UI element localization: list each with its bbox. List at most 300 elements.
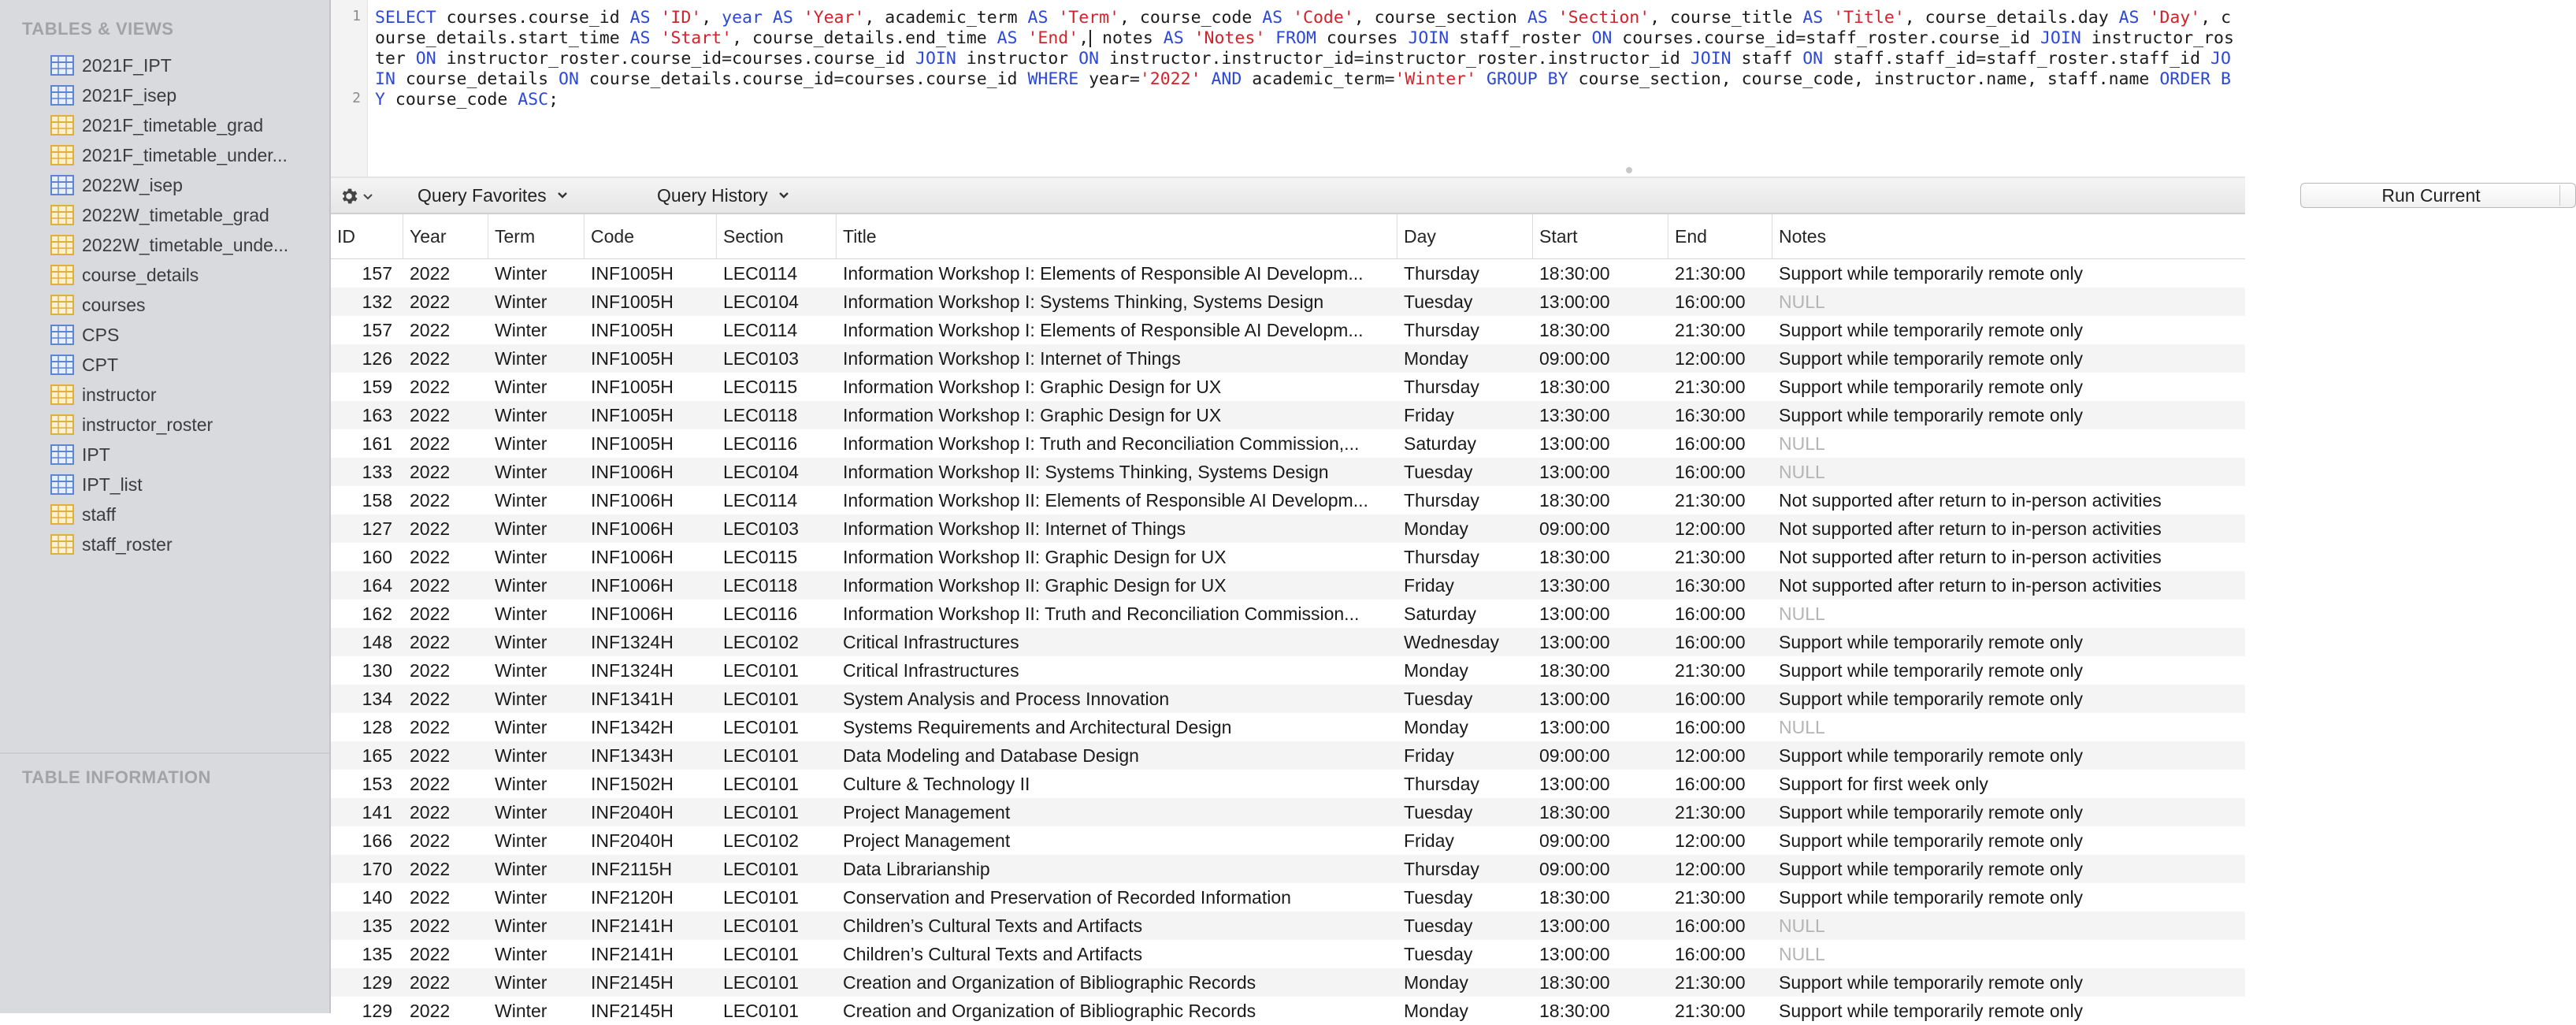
cell-start[interactable]: 13:00:00 bbox=[1539, 631, 1610, 652]
cell-title[interactable]: Information Workshop II: Graphic Design for UX bbox=[843, 547, 1227, 567]
cell-id[interactable]: 157 bbox=[362, 262, 392, 284]
cell-day[interactable]: Friday bbox=[1404, 830, 1454, 851]
table-row[interactable] bbox=[331, 968, 2245, 997]
cell-id[interactable]: 162 bbox=[362, 603, 392, 624]
table-row[interactable] bbox=[331, 997, 2245, 1025]
sidebar-item[interactable] bbox=[0, 260, 329, 290]
cell-section[interactable]: LEC0101 bbox=[723, 858, 799, 879]
cell-id[interactable]: 153 bbox=[362, 773, 392, 794]
sql-text[interactable] bbox=[375, 8, 2234, 110]
cell-title[interactable]: Children’s Cultural Texts and Artifacts bbox=[843, 915, 1143, 936]
cell-notes[interactable]: Support while temporarily remote only bbox=[1779, 320, 2084, 340]
cell-section[interactable]: LEC0114 bbox=[723, 489, 798, 511]
cell-id[interactable]: 160 bbox=[362, 546, 392, 567]
cell-start[interactable]: 09:00:00 bbox=[1539, 347, 1610, 369]
cell-start[interactable]: 13:00:00 bbox=[1539, 461, 1610, 482]
cell-year[interactable]: 2022 bbox=[410, 376, 451, 397]
column-header-term[interactable]: Term bbox=[488, 214, 585, 258]
cell-section[interactable]: LEC0101 bbox=[723, 659, 799, 681]
cell-day[interactable]: Monday bbox=[1404, 1000, 1468, 1021]
cell-code[interactable]: INF2145H bbox=[591, 1000, 674, 1021]
cell-notes[interactable]: Support while temporarily remote only bbox=[1779, 405, 2084, 425]
cell-section[interactable]: LEC0115 bbox=[723, 376, 798, 397]
table-row[interactable] bbox=[331, 344, 2245, 373]
cell-end[interactable]: 21:30:00 bbox=[1675, 1000, 1746, 1021]
cell-id[interactable]: 148 bbox=[362, 631, 392, 652]
sidebar-item[interactable] bbox=[0, 529, 329, 559]
sidebar-item[interactable] bbox=[0, 110, 329, 140]
cell-term[interactable]: Winter bbox=[495, 291, 547, 312]
table-row[interactable] bbox=[331, 855, 2245, 883]
cell-day[interactable]: Tuesday bbox=[1404, 688, 1473, 709]
cell-start[interactable]: 13:30:00 bbox=[1539, 574, 1610, 596]
cell-notes[interactable]: Not supported after return to in-person activities bbox=[1779, 547, 2162, 567]
cell-code[interactable]: INF1006H bbox=[591, 546, 674, 567]
cell-code[interactable]: INF1005H bbox=[591, 347, 674, 369]
cell-start[interactable]: 13:00:00 bbox=[1539, 943, 1610, 964]
cell-notes[interactable]: Not supported after return to in-person activities bbox=[1779, 518, 2162, 539]
cell-day[interactable]: Friday bbox=[1404, 574, 1454, 596]
cell-notes[interactable]: Support while temporarily remote only bbox=[1779, 377, 2084, 397]
cell-end[interactable]: 21:30:00 bbox=[1675, 801, 1746, 823]
cell-start[interactable]: 13:00:00 bbox=[1539, 291, 1610, 312]
cell-year[interactable]: 2022 bbox=[410, 603, 451, 624]
cell-code[interactable]: INF2040H bbox=[591, 830, 674, 851]
cell-title[interactable]: Systems Requirements and Architectural Design bbox=[843, 717, 1232, 737]
cell-end[interactable]: 21:30:00 bbox=[1675, 376, 1746, 397]
cell-section[interactable]: LEC0102 bbox=[723, 830, 799, 851]
cell-term[interactable]: Winter bbox=[495, 404, 547, 425]
cell-title[interactable]: System Analysis and Process Innovation bbox=[843, 689, 1170, 709]
column-header-notes[interactable]: Notes bbox=[1779, 225, 1827, 247]
cell-term[interactable]: Winter bbox=[495, 461, 547, 482]
cell-start[interactable]: 09:00:00 bbox=[1539, 745, 1610, 766]
cell-end[interactable]: 21:30:00 bbox=[1675, 971, 1746, 993]
cell-id[interactable]: 132 bbox=[362, 291, 392, 312]
cell-title[interactable]: Information Workshop I: Truth and Reconciliation Commission,... bbox=[843, 433, 1360, 454]
cell-start[interactable]: 09:00:00 bbox=[1539, 858, 1610, 879]
cell-day[interactable]: Thursday bbox=[1404, 376, 1479, 397]
cell-code[interactable]: INF2145H bbox=[591, 971, 674, 993]
cell-end[interactable]: 16:00:00 bbox=[1675, 461, 1746, 482]
cell-code[interactable]: INF1341H bbox=[591, 688, 674, 709]
cell-year[interactable]: 2022 bbox=[410, 773, 451, 794]
table-row[interactable] bbox=[331, 656, 2245, 685]
column-header-end[interactable]: End bbox=[1668, 214, 1772, 258]
cell-notes[interactable]: Support while temporarily remote only bbox=[1779, 972, 2084, 993]
table-row[interactable] bbox=[331, 628, 2245, 656]
cell-notes[interactable] bbox=[1772, 600, 2245, 628]
cell-end[interactable]: 12:00:00 bbox=[1675, 745, 1746, 766]
cell-section[interactable]: LEC0101 bbox=[723, 1000, 799, 1021]
cell-title[interactable]: Critical Infrastructures bbox=[843, 660, 1019, 681]
table-row[interactable] bbox=[331, 401, 2245, 429]
cell-title[interactable]: Information Workshop II: Truth and Reconciliation Commission... bbox=[843, 603, 1360, 624]
cell-code[interactable]: INF1342H bbox=[591, 716, 674, 737]
cell-start[interactable]: 18:30:00 bbox=[1539, 489, 1610, 511]
cell-day[interactable]: Tuesday bbox=[1404, 801, 1473, 823]
column-header-start[interactable]: Start bbox=[1533, 214, 1668, 258]
table-row[interactable] bbox=[331, 600, 2245, 628]
cell-notes[interactable] bbox=[1772, 429, 2245, 458]
cell-code[interactable]: INF1006H bbox=[591, 603, 674, 624]
cell-notes[interactable] bbox=[1772, 940, 2245, 968]
cell-start[interactable]: 18:30:00 bbox=[1539, 376, 1610, 397]
cell-code[interactable]: INF1502H bbox=[591, 773, 674, 794]
cell-code[interactable]: INF2115H bbox=[591, 858, 673, 879]
cell-title[interactable]: Information Workshop II: Graphic Design for UX bbox=[843, 575, 1227, 596]
sidebar-item[interactable] bbox=[0, 290, 329, 320]
cell-section[interactable]: LEC0114 bbox=[723, 262, 798, 284]
cell-code[interactable]: INF1324H bbox=[591, 659, 674, 681]
cell-title[interactable]: Critical Infrastructures bbox=[843, 632, 1019, 652]
cell-term[interactable]: Winter bbox=[495, 603, 547, 624]
cell-end[interactable]: 16:00:00 bbox=[1675, 291, 1746, 312]
cell-year[interactable]: 2022 bbox=[410, 546, 451, 567]
cell-section[interactable]: LEC0101 bbox=[723, 943, 799, 964]
table-row[interactable] bbox=[331, 543, 2245, 571]
cell-year[interactable]: 2022 bbox=[410, 433, 451, 454]
cell-start[interactable]: 18:30:00 bbox=[1539, 659, 1610, 681]
cell-id[interactable]: 135 bbox=[362, 915, 392, 936]
cell-section[interactable]: LEC0102 bbox=[723, 631, 799, 652]
cell-id[interactable]: 128 bbox=[362, 716, 392, 737]
cell-code[interactable]: INF1005H bbox=[591, 291, 674, 312]
cell-section[interactable]: LEC0103 bbox=[723, 347, 799, 369]
cell-term[interactable]: Winter bbox=[495, 943, 547, 964]
cell-end[interactable]: 12:00:00 bbox=[1675, 858, 1746, 879]
sidebar-item[interactable] bbox=[0, 80, 329, 110]
cell-notes[interactable]: Not supported after return to in-person activities bbox=[1779, 575, 2162, 596]
cell-day[interactable]: Tuesday bbox=[1404, 943, 1473, 964]
cell-start[interactable]: 18:30:00 bbox=[1539, 886, 1610, 908]
cell-end[interactable]: 12:00:00 bbox=[1675, 518, 1746, 539]
cell-start[interactable]: 13:00:00 bbox=[1539, 433, 1610, 454]
cell-code[interactable]: INF1006H bbox=[591, 489, 674, 511]
cell-section[interactable]: LEC0101 bbox=[723, 915, 799, 936]
cell-title[interactable]: Creation and Organization of Bibliographic Records bbox=[843, 972, 1256, 993]
cell-term[interactable]: Winter bbox=[495, 915, 547, 936]
cell-term[interactable]: Winter bbox=[495, 1000, 547, 1021]
sidebar-item[interactable] bbox=[0, 380, 329, 410]
cell-end[interactable]: 12:00:00 bbox=[1675, 830, 1746, 851]
table-row[interactable] bbox=[331, 713, 2245, 741]
cell-notes[interactable]: Not supported after return to in-person activities bbox=[1779, 490, 2162, 511]
cell-end[interactable]: 21:30:00 bbox=[1675, 262, 1746, 284]
cell-notes[interactable] bbox=[1772, 458, 2245, 486]
cell-year[interactable]: 2022 bbox=[410, 716, 451, 737]
cell-day[interactable]: Thursday bbox=[1404, 773, 1479, 794]
cell-term[interactable]: Winter bbox=[495, 376, 547, 397]
cell-term[interactable]: Winter bbox=[495, 688, 547, 709]
cell-notes[interactable]: Support while temporarily remote only bbox=[1779, 348, 2084, 369]
cell-title[interactable]: Culture & Technology II bbox=[843, 774, 1030, 794]
cell-end[interactable]: 16:30:00 bbox=[1675, 404, 1746, 425]
cell-code[interactable]: INF2141H bbox=[591, 943, 674, 964]
cell-term[interactable]: Winter bbox=[495, 546, 547, 567]
cell-term[interactable]: Winter bbox=[495, 262, 547, 284]
table-row[interactable] bbox=[331, 685, 2245, 713]
cell-year[interactable]: 2022 bbox=[410, 631, 451, 652]
cell-term[interactable]: Winter bbox=[495, 858, 547, 879]
cell-start[interactable]: 13:00:00 bbox=[1539, 915, 1610, 936]
cell-term[interactable]: Winter bbox=[495, 319, 547, 340]
cell-end[interactable]: 21:30:00 bbox=[1675, 489, 1746, 511]
table-row[interactable] bbox=[331, 316, 2245, 344]
cell-notes[interactable] bbox=[1772, 288, 2245, 316]
cell-title[interactable]: Information Workshop II: Systems Thinking, Systems Design bbox=[843, 462, 1329, 482]
cell-section[interactable]: LEC0118 bbox=[723, 574, 798, 596]
cell-notes[interactable]: Support for first week only bbox=[1779, 774, 1988, 794]
query-favorites-menu[interactable] bbox=[418, 183, 569, 208]
cell-code[interactable]: INF1005H bbox=[591, 262, 674, 284]
cell-year[interactable]: 2022 bbox=[410, 688, 451, 709]
cell-day[interactable]: Tuesday bbox=[1404, 886, 1473, 908]
cell-start[interactable]: 18:30:00 bbox=[1539, 262, 1610, 284]
cell-year[interactable]: 2022 bbox=[410, 659, 451, 681]
cell-term[interactable]: Winter bbox=[495, 716, 547, 737]
cell-year[interactable]: 2022 bbox=[410, 518, 451, 539]
gear-menu-button[interactable] bbox=[339, 184, 373, 208]
sidebar-item[interactable] bbox=[0, 350, 329, 380]
cell-id[interactable]: 135 bbox=[362, 943, 392, 964]
cell-year[interactable]: 2022 bbox=[410, 745, 451, 766]
cell-term[interactable]: Winter bbox=[495, 971, 547, 993]
query-history-menu[interactable] bbox=[657, 183, 790, 208]
cell-day[interactable]: Tuesday bbox=[1404, 461, 1473, 482]
cell-term[interactable]: Winter bbox=[495, 631, 547, 652]
cell-day[interactable]: Friday bbox=[1404, 404, 1454, 425]
cell-year[interactable]: 2022 bbox=[410, 291, 451, 312]
cell-id[interactable]: 129 bbox=[362, 971, 392, 993]
cell-code[interactable]: INF1006H bbox=[591, 461, 674, 482]
cell-title[interactable]: Data Librarianship bbox=[843, 859, 990, 879]
cell-id[interactable]: 130 bbox=[362, 659, 392, 681]
cell-start[interactable]: 13:00:00 bbox=[1539, 716, 1610, 737]
cell-day[interactable]: Thursday bbox=[1404, 858, 1479, 879]
cell-id[interactable]: 141 bbox=[362, 801, 392, 823]
cell-section[interactable]: LEC0101 bbox=[723, 971, 799, 993]
cell-year[interactable]: 2022 bbox=[410, 915, 451, 936]
table-row[interactable] bbox=[331, 798, 2245, 826]
cell-term[interactable]: Winter bbox=[495, 830, 547, 851]
table-row[interactable] bbox=[331, 288, 2245, 316]
column-header-title[interactable]: Title bbox=[837, 214, 1397, 258]
cell-start[interactable]: 18:30:00 bbox=[1539, 1000, 1610, 1021]
cell-title[interactable]: Children’s Cultural Texts and Artifacts bbox=[843, 944, 1143, 964]
sidebar-item[interactable] bbox=[0, 140, 329, 170]
sidebar-item[interactable] bbox=[0, 410, 329, 440]
cell-section[interactable]: LEC0115 bbox=[723, 546, 798, 567]
cell-section[interactable]: LEC0114 bbox=[723, 319, 798, 340]
cell-year[interactable]: 2022 bbox=[410, 858, 451, 879]
cell-term[interactable]: Winter bbox=[495, 574, 547, 596]
cell-id[interactable]: 133 bbox=[362, 461, 392, 482]
cell-term[interactable]: Winter bbox=[495, 433, 547, 454]
cell-code[interactable]: INF2141H bbox=[591, 915, 674, 936]
cell-notes[interactable]: Support while temporarily remote only bbox=[1779, 660, 2084, 681]
cell-title[interactable]: Creation and Organization of Bibliographic Records bbox=[843, 1001, 1256, 1021]
cell-day[interactable]: Saturday bbox=[1404, 603, 1477, 624]
sidebar-item[interactable] bbox=[0, 50, 329, 80]
cell-day[interactable]: Thursday bbox=[1404, 319, 1479, 340]
cell-code[interactable]: INF1006H bbox=[591, 518, 674, 539]
cell-title[interactable]: Information Workshop II: Elements of Responsible AI Developm... bbox=[843, 490, 1368, 511]
cell-start[interactable]: 13:00:00 bbox=[1539, 688, 1610, 709]
cell-start[interactable]: 13:00:00 bbox=[1539, 603, 1610, 624]
cell-end[interactable]: 21:30:00 bbox=[1675, 546, 1746, 567]
cell-year[interactable]: 2022 bbox=[410, 461, 451, 482]
table-row[interactable] bbox=[331, 486, 2245, 514]
cell-id[interactable]: 159 bbox=[362, 376, 392, 397]
table-row[interactable] bbox=[331, 458, 2245, 486]
query-editor[interactable] bbox=[331, 0, 2245, 178]
cell-day[interactable]: Monday bbox=[1404, 971, 1468, 993]
cell-section[interactable]: LEC0103 bbox=[723, 518, 799, 539]
sidebar-item[interactable] bbox=[0, 230, 329, 260]
cell-end[interactable]: 21:30:00 bbox=[1675, 659, 1746, 681]
cell-id[interactable]: 170 bbox=[362, 858, 392, 879]
cell-term[interactable]: Winter bbox=[495, 801, 547, 823]
cell-notes[interactable]: Support while temporarily remote only bbox=[1779, 263, 2084, 284]
cell-section[interactable]: LEC0101 bbox=[723, 773, 799, 794]
cell-term[interactable]: Winter bbox=[495, 745, 547, 766]
cell-year[interactable]: 2022 bbox=[410, 262, 451, 284]
cell-title[interactable]: Information Workshop I: Graphic Design for UX bbox=[843, 405, 1222, 425]
sidebar-item[interactable] bbox=[0, 320, 329, 350]
cell-section[interactable]: LEC0116 bbox=[723, 433, 798, 454]
cell-notes[interactable]: Support while temporarily remote only bbox=[1779, 802, 2084, 823]
cell-day[interactable]: Monday bbox=[1404, 347, 1468, 369]
cell-title[interactable]: Project Management bbox=[843, 830, 1011, 851]
table-row[interactable] bbox=[331, 514, 2245, 543]
column-header-id[interactable]: ID bbox=[331, 214, 403, 258]
sidebar-item[interactable] bbox=[0, 170, 329, 200]
cell-title[interactable]: Data Modeling and Database Design bbox=[843, 745, 1139, 766]
cell-day[interactable]: Monday bbox=[1404, 659, 1468, 681]
table-row[interactable] bbox=[331, 259, 2245, 288]
cell-id[interactable]: 163 bbox=[362, 404, 392, 425]
cell-start[interactable]: 13:00:00 bbox=[1539, 773, 1610, 794]
cell-term[interactable]: Winter bbox=[495, 347, 547, 369]
cell-id[interactable]: 134 bbox=[362, 688, 392, 709]
cell-day[interactable]: Saturday bbox=[1404, 433, 1477, 454]
cell-section[interactable]: LEC0104 bbox=[723, 291, 799, 312]
cell-day[interactable]: Thursday bbox=[1404, 546, 1479, 567]
cell-end[interactable]: 16:30:00 bbox=[1675, 574, 1746, 596]
cell-notes[interactable]: Support while temporarily remote only bbox=[1779, 745, 2084, 766]
cell-end[interactable]: 21:30:00 bbox=[1675, 886, 1746, 908]
cell-title[interactable]: Information Workshop I: Systems Thinking, Systems Design bbox=[843, 292, 1324, 312]
column-header-section[interactable]: Section bbox=[717, 214, 837, 258]
cell-code[interactable]: INF1005H bbox=[591, 433, 674, 454]
cell-end[interactable]: 16:00:00 bbox=[1675, 915, 1746, 936]
cell-section[interactable]: LEC0101 bbox=[723, 716, 799, 737]
cell-year[interactable]: 2022 bbox=[410, 830, 451, 851]
cell-id[interactable]: 126 bbox=[362, 347, 392, 369]
column-header-code[interactable]: Code bbox=[585, 214, 717, 258]
cell-start[interactable]: 13:30:00 bbox=[1539, 404, 1610, 425]
cell-code[interactable]: INF1343H bbox=[591, 745, 674, 766]
cell-title[interactable]: Information Workshop I: Elements of Responsible AI Developm... bbox=[843, 263, 1364, 284]
cell-notes[interactable] bbox=[1772, 912, 2245, 940]
cell-notes[interactable]: Support while temporarily remote only bbox=[1779, 1001, 2084, 1021]
cell-day[interactable]: Tuesday bbox=[1404, 915, 1473, 936]
cell-year[interactable]: 2022 bbox=[410, 943, 451, 964]
cell-code[interactable]: INF1005H bbox=[591, 376, 674, 397]
table-row[interactable] bbox=[331, 571, 2245, 600]
cell-end[interactable]: 16:00:00 bbox=[1675, 603, 1746, 624]
cell-code[interactable]: INF1005H bbox=[591, 404, 674, 425]
splitter-handle[interactable] bbox=[1626, 167, 1632, 173]
cell-title[interactable]: Conservation and Preservation of Recorded Information bbox=[843, 887, 1291, 908]
table-row[interactable] bbox=[331, 770, 2245, 798]
cell-id[interactable]: 129 bbox=[362, 1000, 392, 1021]
cell-day[interactable]: Thursday bbox=[1404, 262, 1479, 284]
cell-start[interactable]: 09:00:00 bbox=[1539, 830, 1610, 851]
cell-id[interactable]: 127 bbox=[362, 518, 392, 539]
cell-term[interactable]: Winter bbox=[495, 489, 547, 511]
cell-code[interactable]: INF1324H bbox=[591, 631, 674, 652]
cell-end[interactable]: 12:00:00 bbox=[1675, 347, 1746, 369]
cell-start[interactable]: 18:30:00 bbox=[1539, 801, 1610, 823]
sidebar-item[interactable] bbox=[0, 470, 329, 500]
cell-start[interactable]: 18:30:00 bbox=[1539, 971, 1610, 993]
cell-code[interactable]: INF1006H bbox=[591, 574, 674, 596]
cell-notes[interactable]: Support while temporarily remote only bbox=[1779, 887, 2084, 908]
table-row[interactable] bbox=[331, 940, 2245, 968]
cell-section[interactable]: LEC0101 bbox=[723, 801, 799, 823]
cell-year[interactable]: 2022 bbox=[410, 801, 451, 823]
cell-term[interactable]: Winter bbox=[495, 659, 547, 681]
cell-notes[interactable]: Support while temporarily remote only bbox=[1779, 830, 2084, 851]
cell-day[interactable]: Thursday bbox=[1404, 489, 1479, 511]
cell-day[interactable]: Monday bbox=[1404, 518, 1468, 539]
cell-end[interactable]: 16:00:00 bbox=[1675, 631, 1746, 652]
cell-end[interactable]: 16:00:00 bbox=[1675, 943, 1746, 964]
cell-year[interactable]: 2022 bbox=[410, 574, 451, 596]
cell-id[interactable]: 158 bbox=[362, 489, 392, 511]
table-row[interactable] bbox=[331, 912, 2245, 940]
cell-year[interactable]: 2022 bbox=[410, 347, 451, 369]
sidebar-item[interactable] bbox=[0, 440, 329, 470]
cell-section[interactable]: LEC0101 bbox=[723, 886, 799, 908]
table-row[interactable] bbox=[331, 429, 2245, 458]
cell-end[interactable]: 21:30:00 bbox=[1675, 319, 1746, 340]
cell-end[interactable]: 16:00:00 bbox=[1675, 773, 1746, 794]
cell-start[interactable]: 09:00:00 bbox=[1539, 518, 1610, 539]
cell-year[interactable]: 2022 bbox=[410, 489, 451, 511]
cell-id[interactable]: 157 bbox=[362, 319, 392, 340]
table-row[interactable] bbox=[331, 373, 2245, 401]
column-header-year[interactable]: Year bbox=[403, 214, 488, 258]
cell-day[interactable]: Monday bbox=[1404, 716, 1468, 737]
cell-title[interactable]: Information Workshop I: Elements of Responsible AI Developm... bbox=[843, 320, 1364, 340]
sidebar-item[interactable] bbox=[0, 500, 329, 529]
cell-id[interactable]: 165 bbox=[362, 745, 392, 766]
table-row[interactable] bbox=[331, 741, 2245, 770]
cell-section[interactable]: LEC0116 bbox=[723, 603, 798, 624]
table-row[interactable] bbox=[331, 883, 2245, 912]
cell-notes[interactable]: Support while temporarily remote only bbox=[1779, 689, 2084, 709]
cell-day[interactable]: Wednesday bbox=[1404, 631, 1500, 652]
cell-notes[interactable]: Support while temporarily remote only bbox=[1779, 632, 2084, 652]
cell-end[interactable]: 16:00:00 bbox=[1675, 716, 1746, 737]
cell-id[interactable]: 161 bbox=[362, 433, 392, 454]
cell-code[interactable]: INF1005H bbox=[591, 319, 674, 340]
cell-notes[interactable] bbox=[1772, 713, 2245, 741]
cell-year[interactable]: 2022 bbox=[410, 1000, 451, 1021]
